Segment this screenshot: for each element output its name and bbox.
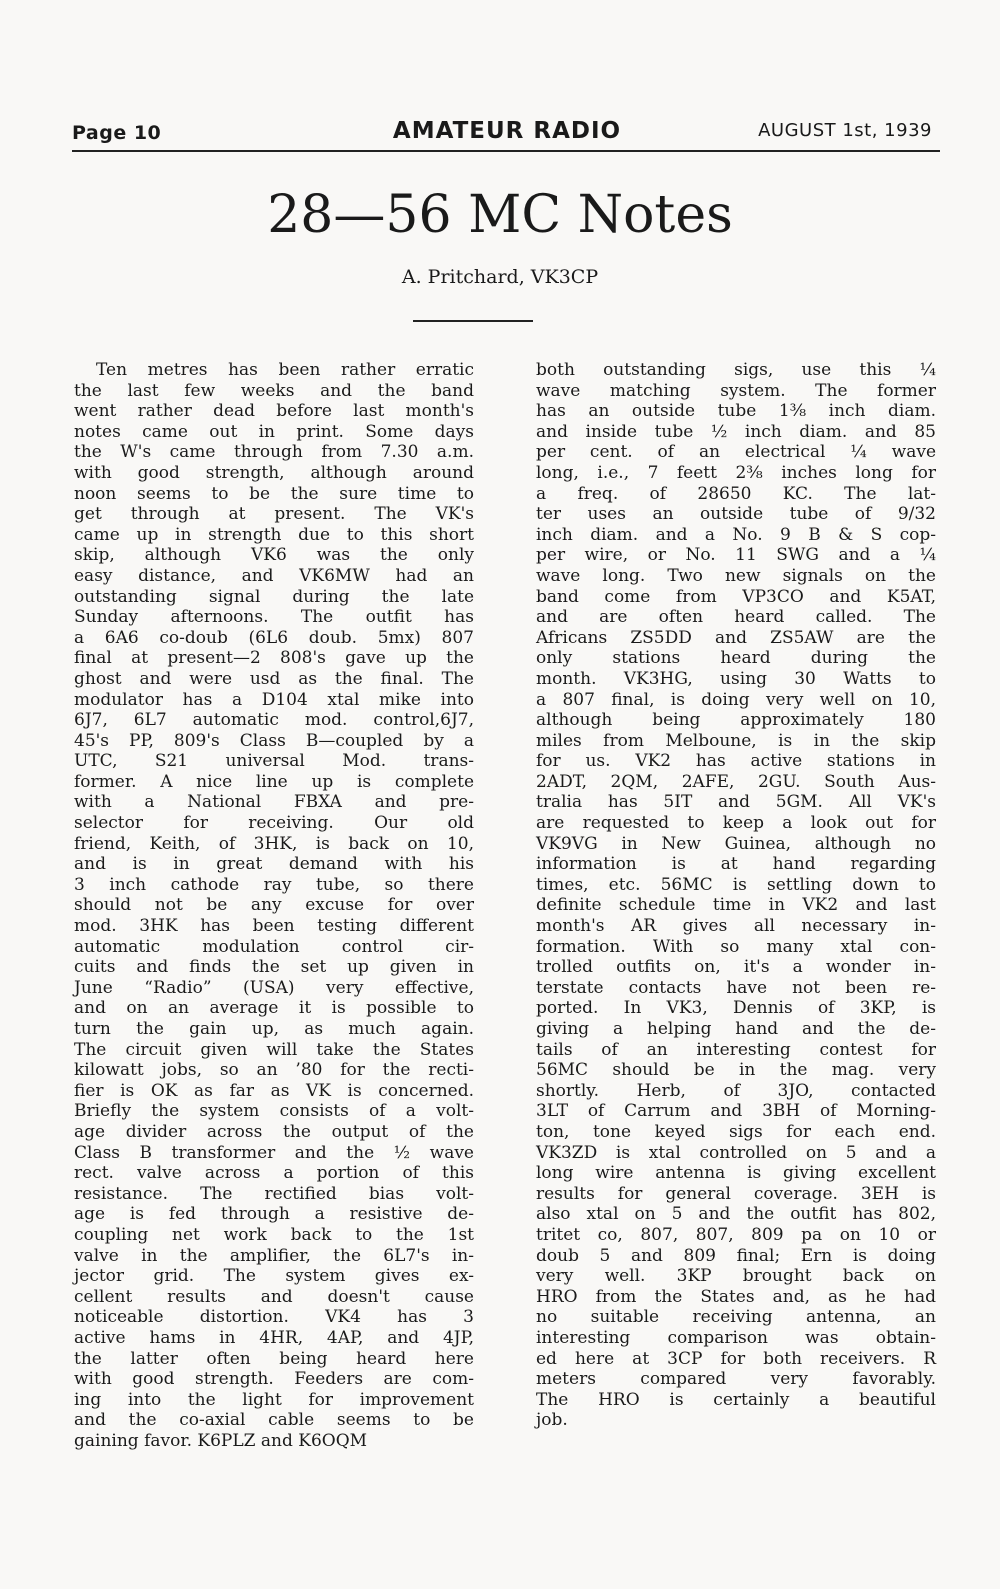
text-line: tails of an interesting contest for: [536, 1039, 936, 1060]
text-line: very well. 3KP brought back on: [536, 1266, 936, 1287]
text-line: meters compared very favorably.: [536, 1369, 936, 1390]
page-header: [72, 118, 940, 152]
text-line: with good strength, although around: [74, 462, 474, 483]
text-line: doub 5 and 809 final; Ern is doing: [536, 1245, 936, 1266]
text-line: has an outside tube 1⅜ inch diam.: [536, 401, 936, 422]
text-line: outstanding signal during the late: [74, 586, 474, 607]
right-column: [536, 360, 936, 1431]
text-line: Sunday afternoons. The outfit has: [74, 607, 474, 628]
text-line: miles from Melboune, is in the skip: [536, 730, 936, 751]
text-line: band come from VP3CO and K5AT,: [536, 586, 936, 607]
text-line: and the co-axial cable seems to be: [74, 1410, 474, 1431]
text-line: notes came out in print. Some days: [74, 421, 474, 442]
text-line: only stations heard during the: [536, 648, 936, 669]
article-title: 28—56 MC Notes: [267, 185, 733, 245]
text-line: wave matching system. The former: [536, 380, 936, 401]
publication-name: AMATEUR RADIO: [392, 118, 622, 144]
text-line: ton, tone keyed sigs for each end.: [536, 1121, 936, 1142]
text-line: a 807 final, is doing very well on 10,: [536, 689, 936, 710]
text-line: the last few weeks and the band: [74, 380, 474, 401]
text-line: interesting comparison was obtain-: [536, 1327, 936, 1348]
text-line: The HRO is certainly a beautiful: [536, 1389, 936, 1410]
text-line: the W's came through from 7.30 a.m.: [74, 442, 474, 463]
text-line: month. VK3HG, using 30 Watts to: [536, 668, 936, 689]
text-line: per wire, or No. 11 SWG and a ¼: [536, 545, 936, 566]
left-column: [74, 360, 474, 1451]
text-line: shortly. Herb, of 3JO, contacted: [536, 1080, 936, 1101]
text-line: VK9VG in New Guinea, although no: [536, 833, 936, 854]
text-line: automatic modulation control cir-: [74, 936, 474, 957]
text-line: 3LT of Carrum and 3BH of Morning-: [536, 1101, 936, 1122]
text-line: with a National FBXA and pre-: [74, 792, 474, 813]
text-line: information is at hand regarding: [536, 854, 936, 875]
article-byline: A. Pritchard, VK3CP: [401, 266, 599, 288]
text-line: tritet co, 807, 807, 809 pa on 10 or: [536, 1224, 936, 1245]
text-line: and is in great demand with his: [74, 854, 474, 875]
text-line: and inside tube ½ inch diam. and 85: [536, 421, 936, 442]
text-line: month's AR gives all necessary in-: [536, 916, 936, 937]
text-line: kilowatt jobs, so an ’80 for the recti-: [74, 1060, 474, 1081]
text-line: ed here at 3CP for both receivers. R: [536, 1348, 936, 1369]
text-line: for us. VK2 has active stations in: [536, 751, 936, 772]
text-line: and are often heard called. The: [536, 607, 936, 628]
text-line: Ten metres has been rather erratic: [96, 360, 474, 380]
text-line: 6J7, 6L7 automatic mod. control,6J7,: [74, 710, 474, 731]
text-line: 56MC should be in the mag. very: [536, 1060, 936, 1081]
text-line: selector for receiving. Our old: [74, 813, 474, 834]
text-line: active hams in 4HR, 4AP, and 4JP,: [74, 1327, 474, 1348]
text-line: fier is OK as far as VK is concerned.: [74, 1080, 474, 1101]
text-line: 3 inch cathode ray tube, so there: [74, 874, 474, 895]
text-line: get through at present. The VK's: [74, 504, 474, 525]
text-line: friend, Keith, of 3HK, is back on 10,: [74, 833, 474, 854]
text-line: mod. 3HK has been testing different: [74, 916, 474, 937]
text-line: 2ADT, 2QM, 2AFE, 2GU. South Aus-: [536, 771, 936, 792]
text-line: The circuit given will take the States: [74, 1039, 474, 1060]
text-line: jector grid. The system gives ex-: [74, 1266, 474, 1287]
text-line: although being approximately 180: [536, 710, 936, 731]
text-line: are requested to keep a look out for: [536, 813, 936, 834]
text-line: with good strength. Feeders are com-: [74, 1369, 474, 1390]
text-line: turn the gain up, as much again.: [74, 1019, 474, 1039]
text-line: long, i.e., 7 feett 2⅜ inches long for: [536, 462, 936, 483]
text-line: a freq. of 28650 KC. The lat-: [536, 483, 936, 504]
text-line: formation. With so many xtal con-: [536, 936, 936, 957]
text-line: should not be any excuse for over: [74, 895, 474, 916]
text-line: 45's PP, 809's Class B—coupled by a: [74, 730, 474, 751]
text-line: cellent results and doesn't cause: [74, 1286, 474, 1307]
text-line: definite schedule time in VK2 and last: [536, 895, 936, 916]
text-line: no suitable receiving antenna, an: [536, 1307, 936, 1328]
text-line: easy distance, and VK6MW had an: [74, 565, 474, 586]
text-line: wave long. Two new signals on the: [536, 565, 936, 586]
issue-date: AUGUST 1st, 1939: [758, 120, 932, 141]
text-line: terstate contacts have not been re-: [536, 977, 936, 998]
text-line: gaining favor. K6PLZ and K6OQM: [74, 1430, 368, 1451]
text-line: final at present—2 808's gave up the: [74, 648, 474, 669]
text-line: job.: [536, 1410, 568, 1431]
text-line: cuits and finds the set up given in: [74, 957, 474, 978]
text-line: also xtal on 5 and the outfit has 802,: [536, 1204, 936, 1225]
text-line: Briefly the system consists of a volt-: [74, 1101, 474, 1122]
text-line: June “Radio” (USA) very effective,: [74, 977, 474, 998]
text-line: UTC, S21 universal Mod. trans-: [74, 751, 474, 772]
text-line: ter uses an outside tube of 9/32: [536, 504, 936, 525]
text-line: ported. In VK3, Dennis of 3KP, is: [536, 998, 936, 1019]
text-line: age divider across the output of the: [74, 1121, 474, 1142]
text-line: a 6A6 co-doub (6L6 doub. 5mx) 807: [74, 627, 474, 648]
title-divider: [413, 320, 533, 322]
text-line: HRO from the States and, as he had: [536, 1286, 936, 1307]
text-line: per cent. of an electrical ¼ wave: [536, 442, 936, 463]
text-line: modulator has a D104 xtal mike into: [74, 689, 474, 710]
text-line: ghost and were usd as the final. The: [74, 668, 474, 689]
text-line: results for general coverage. 3EH is: [536, 1183, 936, 1204]
text-line: and on an average it is possible to: [74, 998, 474, 1019]
text-line: VK3ZD is xtal controlled on 5 and a: [536, 1142, 936, 1163]
text-line: times, etc. 56MC is settling down to: [536, 874, 936, 895]
text-line: skip, although VK6 was the only: [74, 545, 474, 566]
text-line: coupling net work back to the 1st: [74, 1224, 474, 1245]
text-line: former. A nice line up is complete: [74, 771, 474, 792]
text-line: both outstanding sigs, use this ¼: [536, 360, 936, 380]
text-line: noon seems to be the sure time to: [74, 483, 474, 504]
text-line: came up in strength due to this short: [74, 524, 474, 545]
text-line: Class B transformer and the ½ wave: [74, 1142, 474, 1163]
text-line: age is fed through a resistive de-: [74, 1204, 474, 1225]
text-line: tralia has 5IT and 5GM. All VK's: [536, 792, 936, 813]
text-line: rect. valve across a portion of this: [74, 1163, 474, 1184]
text-line: ing into the light for improvement: [74, 1389, 474, 1410]
page-number: Page 10: [72, 122, 162, 144]
text-line: went rather dead before last month's: [74, 401, 474, 422]
text-line: long wire antenna is giving excellent: [536, 1163, 936, 1184]
text-line: trolled outfits on, it's a wonder in-: [536, 957, 936, 978]
text-line: giving a helping hand and the de-: [536, 1019, 936, 1039]
text-line: inch diam. and a No. 9 B & S cop-: [536, 524, 936, 545]
text-line: noticeable distortion. VK4 has 3: [74, 1307, 474, 1328]
text-line: Africans ZS5DD and ZS5AW are the: [536, 627, 936, 648]
text-line: valve in the amplifier, the 6L7's in-: [74, 1245, 474, 1266]
text-line: resistance. The rectified bias volt-: [74, 1183, 474, 1204]
text-line: the latter often being heard here: [74, 1348, 474, 1369]
